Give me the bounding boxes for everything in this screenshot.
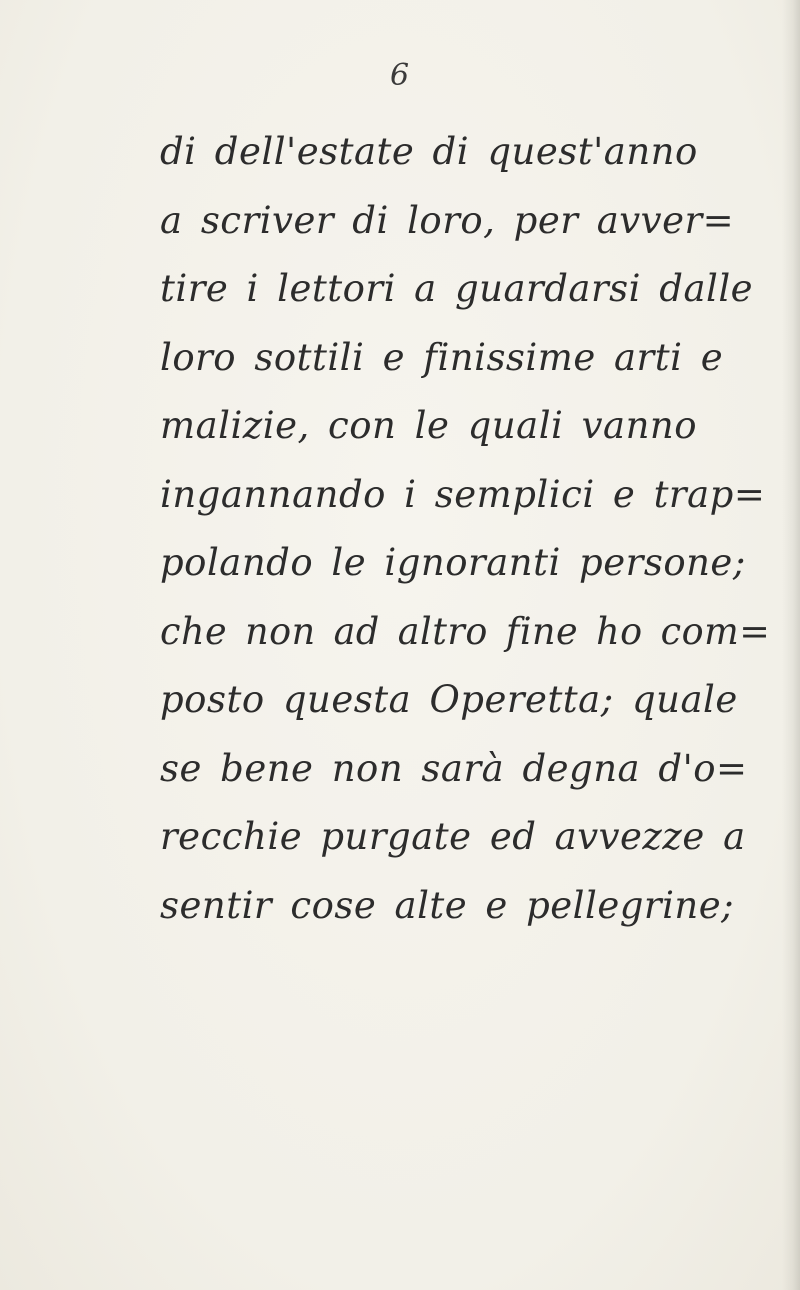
page-edge-shadow <box>782 0 800 1290</box>
text-line: se bene non sarà degna d'o= <box>160 746 748 790</box>
text-line: di dell'estate di quest'anno <box>160 130 698 173</box>
text-line: tire i lettori a guardarsi dalle <box>160 267 754 310</box>
text-line: loro sottili e finissime arti e <box>160 335 724 379</box>
text-line: a scriver di loro, per avver= <box>160 198 735 242</box>
text-line: polando le ignoranti persone; <box>160 541 746 584</box>
text-line: che non ad altro fine ho com= <box>160 609 771 653</box>
page-number: 6 <box>389 58 411 93</box>
text-line: sentir cose alte e pellegrine; <box>160 883 735 927</box>
text-line: malizie, con le quali vanno <box>160 404 698 447</box>
text-line: recchie purgate ed avvezze a <box>160 815 746 858</box>
text-line: ingannando i semplici e trap= <box>160 472 766 516</box>
handwritten-text-block <box>160 118 771 940</box>
text-line: posto questa Operetta; quale <box>160 678 738 721</box>
